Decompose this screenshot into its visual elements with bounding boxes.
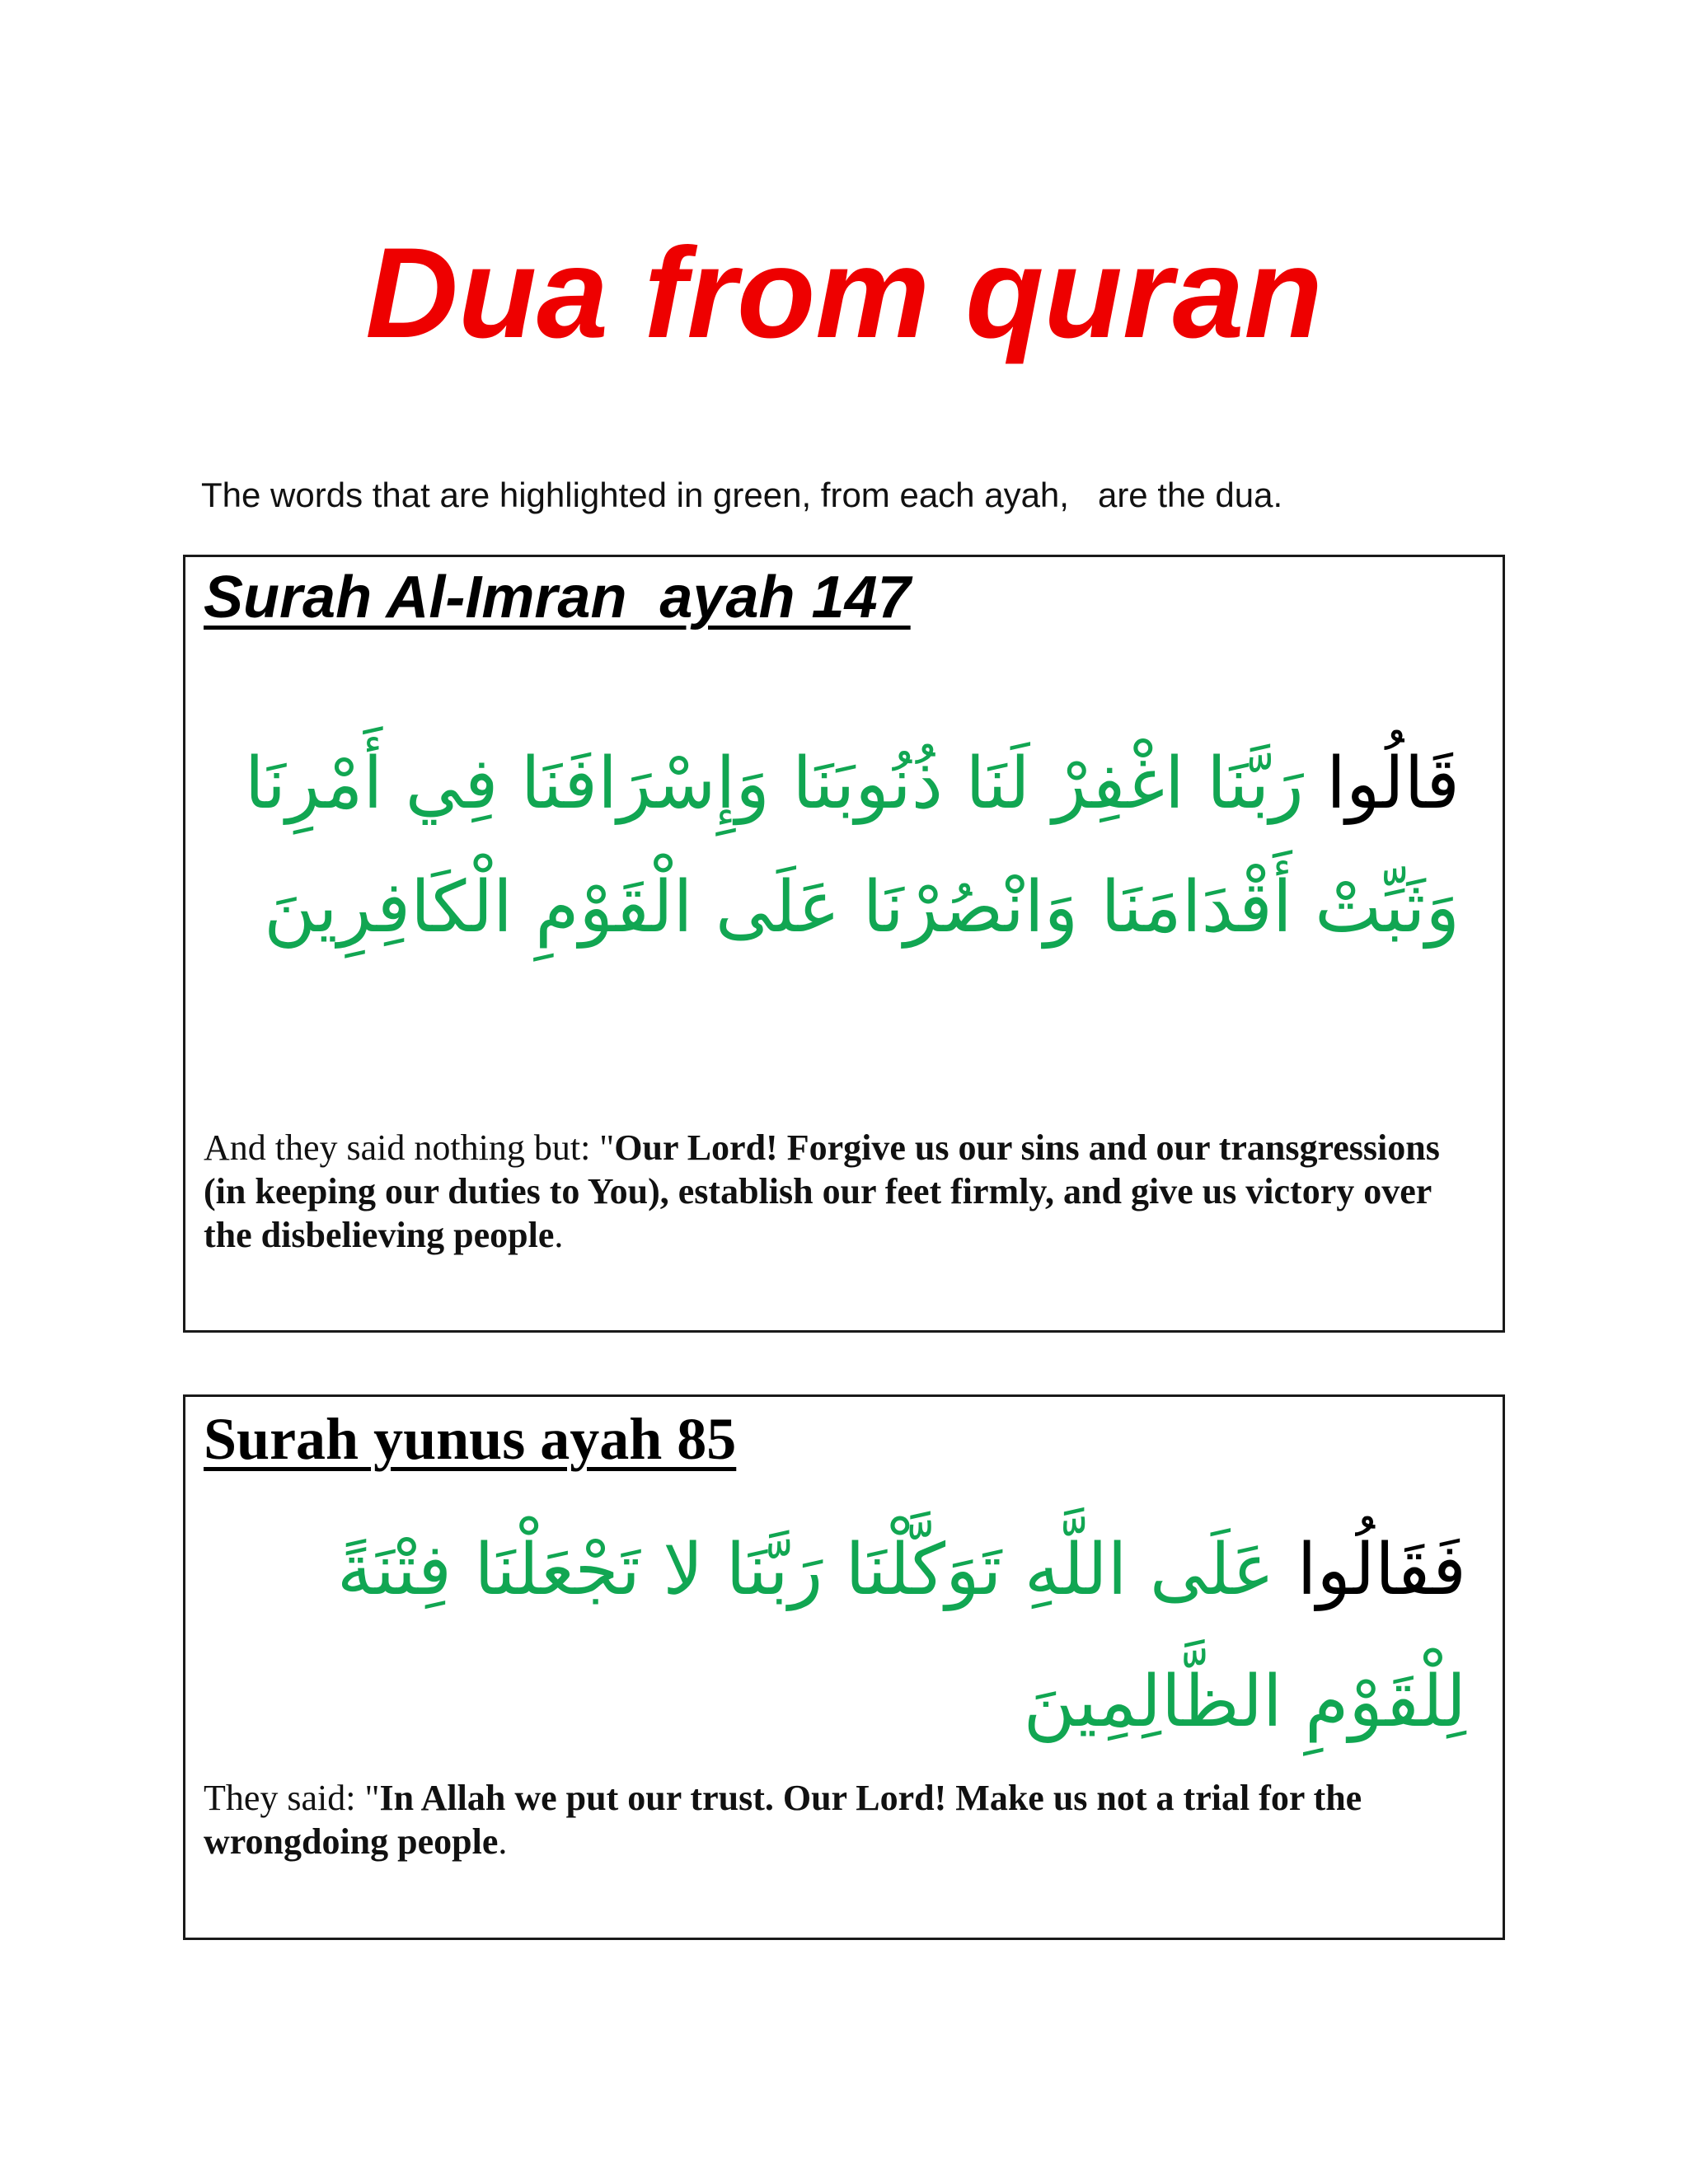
translation-end: . xyxy=(498,1821,508,1862)
translation-lead: And they said nothing but: " xyxy=(204,1127,615,1168)
translation-end: . xyxy=(554,1215,564,1255)
ayah-card-yunus-85 xyxy=(183,1394,1505,1940)
english-translation xyxy=(204,1776,1453,1863)
arabic-lead-words: فَقَالُوا xyxy=(1296,1529,1466,1611)
translation-dua: Our Lord! Forgive us our sins and our transgressions (in keeping our duties to You), establish our feet firmly, and give us victory over the disbelieving people xyxy=(204,1127,1440,1255)
arabic-ayah-text xyxy=(204,1504,1466,1768)
section-heading: Surah Al-Imran ayah 147 xyxy=(204,565,911,630)
arabic-ayah-text xyxy=(204,722,1460,969)
english-translation xyxy=(204,1126,1453,1257)
arabic-lead-words: قَالُوا xyxy=(1326,743,1460,825)
ayah-card-al-imran-147 xyxy=(183,555,1505,1333)
arabic-dua-highlight: رَبَّنَا اغْفِرْ لَنَا ذُنُوبَنَا وَإِسْرَافَنَا فِي أَمْرِنَا وَثَبِّتْ أَقْدَامَنَا وَانْصُرْنَا عَلَى الْقَوْمِ الْكَافِرِينَ xyxy=(244,743,1460,949)
translation-lead: They said: " xyxy=(204,1778,380,1818)
translation-dua: In Allah we put our trust. Our Lord! Make us not a trial for the wrongdoing people xyxy=(204,1778,1362,1862)
page-title: Dua from quran xyxy=(365,222,1323,365)
arabic-dua-highlight: عَلَى اللَّهِ تَوَكَّلْنَا رَبَّنَا لا تَجْعَلْنَا فِتْنَةً لِلْقَوْمِ الظَّالِمِينَ xyxy=(336,1529,1466,1743)
intro-text: The words that are highlighted in green, from each ayah, are the dua. xyxy=(201,476,1283,514)
section-heading: Surah yunus ayah 85 xyxy=(204,1406,737,1472)
